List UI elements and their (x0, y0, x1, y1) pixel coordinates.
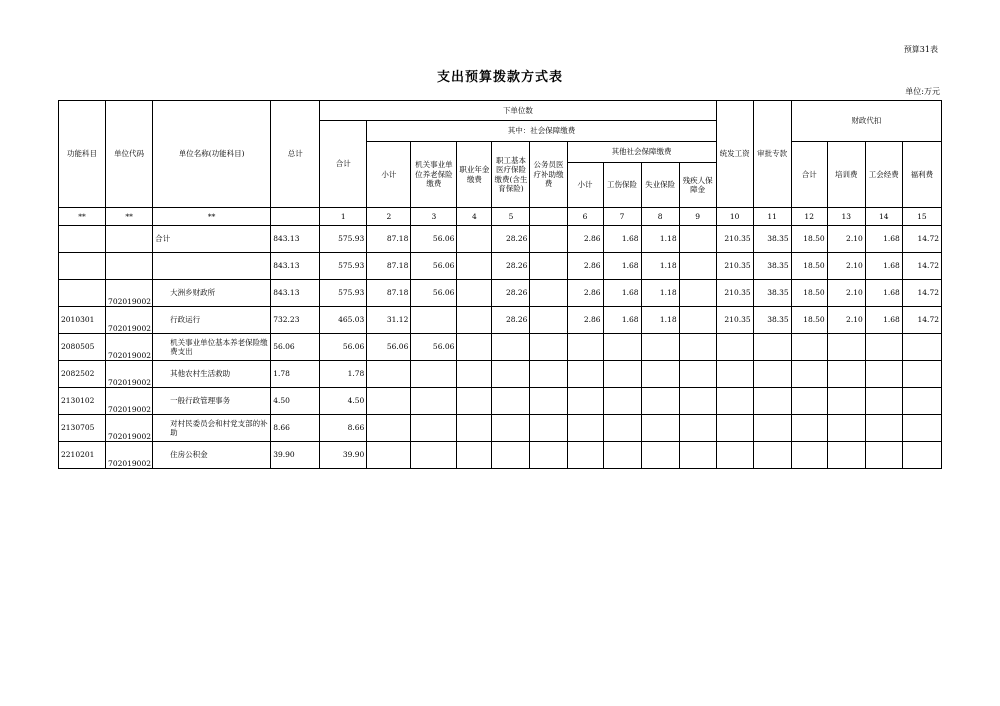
table-cell: 14.72 (902, 307, 941, 334)
table-cell: 56.06 (367, 334, 411, 361)
table-cell (603, 415, 641, 442)
table-cell: 56.06 (411, 334, 457, 361)
table-cell (367, 442, 411, 469)
table-cell: 2.10 (827, 226, 865, 253)
table-cell: 56.06 (411, 253, 457, 280)
table-cell: 2.10 (827, 307, 865, 334)
table-cell: 8.66 (320, 415, 367, 442)
table-cell: 机关事业单位基本养老保险缴费支出 (153, 334, 271, 361)
table-cell: 对村民委员会和村党支部的补助 (153, 415, 271, 442)
table-cell (679, 307, 716, 334)
table-cell (567, 334, 603, 361)
table-cell: 31.12 (367, 307, 411, 334)
table-cell: 87.18 (367, 253, 411, 280)
table-cell: 87.18 (367, 226, 411, 253)
table-cell (716, 442, 753, 469)
header-subtotal: 小计 (367, 142, 411, 208)
table-cell (567, 442, 603, 469)
column-index-cell: 5 (492, 208, 530, 226)
table-cell: 1.68 (603, 226, 641, 253)
table-header (59, 101, 942, 208)
table-cell (530, 307, 567, 334)
table-cell (865, 415, 902, 442)
table-cell: 1.18 (641, 280, 679, 307)
column-index-cell: 3 (411, 208, 457, 226)
table-cell (902, 361, 941, 388)
table-cell: 38.35 (753, 307, 791, 334)
table-cell: 210.35 (716, 307, 753, 334)
table-cell (679, 415, 716, 442)
table-cell: 1.68 (865, 307, 902, 334)
table-cell (530, 415, 567, 442)
table-cell (603, 334, 641, 361)
table-cell: 1.68 (865, 253, 902, 280)
table-cell: 2130102 (59, 388, 106, 415)
table-cell: 8.66 (271, 415, 320, 442)
column-index-cell (271, 208, 320, 226)
header-unemployment-insurance: 失业保险 (641, 163, 679, 208)
table-cell: 2.86 (567, 226, 603, 253)
header-subtotal-all: 合计 (320, 121, 367, 208)
column-index-cell: 10 (716, 208, 753, 226)
table-cell: 2082502 (59, 361, 106, 388)
header-approved-special: 审批专款 (753, 101, 791, 208)
table-cell (641, 415, 679, 442)
table-cell: 合计 (153, 226, 271, 253)
column-index-cell: 4 (457, 208, 492, 226)
table-cell: 702019002 (106, 415, 153, 442)
table-cell (492, 361, 530, 388)
header-fd-total: 合计 (791, 142, 827, 208)
header-unified-salary: 统发工资 (716, 101, 753, 208)
column-index-cell: 1 (320, 208, 367, 226)
column-index-cell: 12 (791, 208, 827, 226)
table-cell (865, 361, 902, 388)
table-cell: 843.13 (271, 253, 320, 280)
table-cell (716, 388, 753, 415)
header-total: 总计 (271, 101, 320, 208)
table-cell (492, 442, 530, 469)
table-cell (106, 253, 153, 280)
table-cell (827, 415, 865, 442)
table-cell: 28.26 (492, 307, 530, 334)
table-cell: 2.86 (567, 253, 603, 280)
table-cell (902, 388, 941, 415)
table-cell: 702019002 (106, 280, 153, 307)
table-cell: 18.50 (791, 253, 827, 280)
table-cell: 732.23 (271, 307, 320, 334)
table-cell: 2.86 (567, 307, 603, 334)
column-index-row (59, 208, 942, 226)
table-cell: 702019002 (106, 388, 153, 415)
table-cell (457, 253, 492, 280)
table-cell (567, 388, 603, 415)
table-row (59, 280, 942, 307)
table-cell (457, 415, 492, 442)
table-cell: 575.93 (320, 226, 367, 253)
table-cell (567, 361, 603, 388)
table-cell: 2.86 (567, 280, 603, 307)
table-cell (641, 334, 679, 361)
table-cell (457, 442, 492, 469)
table-cell (791, 361, 827, 388)
table-cell (530, 253, 567, 280)
table-cell (641, 442, 679, 469)
table-cell (411, 442, 457, 469)
table-cell (753, 415, 791, 442)
table-cell (902, 334, 941, 361)
table-cell (827, 361, 865, 388)
table-row (59, 226, 942, 253)
column-index-cell: 11 (753, 208, 791, 226)
column-index-cell: ** (59, 208, 106, 226)
table-cell: 1.68 (865, 226, 902, 253)
table-cell: 465.03 (320, 307, 367, 334)
column-index-cell: 8 (641, 208, 679, 226)
table-row (59, 361, 942, 388)
table-cell: 1.68 (603, 280, 641, 307)
table-cell (59, 226, 106, 253)
table-cell (791, 388, 827, 415)
table-cell: 210.35 (716, 280, 753, 307)
header-unit-name: 单位名称(功能科目) (153, 101, 271, 208)
column-index-cell: 6 (567, 208, 603, 226)
table-cell (753, 442, 791, 469)
table-cell (106, 226, 153, 253)
table-cell: 1.68 (603, 307, 641, 334)
table-cell: 56.06 (411, 280, 457, 307)
column-index-cell: 7 (603, 208, 641, 226)
unit-label: 单位:万元 (905, 87, 940, 96)
table-cell: 702019002 (106, 442, 153, 469)
table-cell (753, 388, 791, 415)
table-cell: 行政运行 (153, 307, 271, 334)
table-cell (716, 415, 753, 442)
table-cell (827, 334, 865, 361)
table-cell (679, 226, 716, 253)
table-cell (791, 334, 827, 361)
table-cell: 18.50 (791, 280, 827, 307)
header-other-social: 其他社会保障缴费 (567, 142, 716, 163)
header-injury-insurance: 工伤保险 (603, 163, 641, 208)
column-index-cell (530, 208, 567, 226)
table-cell (791, 415, 827, 442)
table-cell: 210.35 (716, 226, 753, 253)
table-cell: 702019002 (106, 334, 153, 361)
table-cell: 28.26 (492, 226, 530, 253)
header-of-which-social: 其中：社会保障缴费 (367, 121, 716, 142)
header-medical-insurance: 职工基本医疗保险缴费(含生育保险) (492, 142, 530, 208)
table-cell: 702019002 (106, 307, 153, 334)
table-cell: 87.18 (367, 280, 411, 307)
page-title: 支出预算拨款方式表 (436, 70, 563, 85)
table-cell: 28.26 (492, 253, 530, 280)
document-number: 预算31表 (903, 45, 938, 54)
table-cell: 702019002 (106, 361, 153, 388)
table-cell: 1.78 (320, 361, 367, 388)
table-cell (530, 280, 567, 307)
table-cell (716, 334, 753, 361)
table-cell: 56.06 (411, 226, 457, 253)
table-cell (367, 388, 411, 415)
table-cell (411, 388, 457, 415)
table-cell (457, 388, 492, 415)
table-cell (641, 388, 679, 415)
table-cell (603, 442, 641, 469)
table-cell: 1.68 (603, 253, 641, 280)
table-cell: 18.50 (791, 226, 827, 253)
table-row (59, 388, 942, 415)
table-cell (530, 361, 567, 388)
header-unit-code: 单位代码 (106, 101, 153, 208)
column-index-cell: ** (106, 208, 153, 226)
table-cell: 14.72 (902, 226, 941, 253)
header-agency-pension: 机关事业单位养老保险缴费 (411, 142, 457, 208)
table-cell (492, 415, 530, 442)
table-cell (567, 415, 603, 442)
table-cell (457, 361, 492, 388)
table-cell (753, 361, 791, 388)
table-cell (492, 388, 530, 415)
table-cell: 1.78 (271, 361, 320, 388)
table-body (59, 208, 942, 469)
table-cell: 4.50 (320, 388, 367, 415)
header-union-fee: 工会经费 (865, 142, 902, 208)
column-index-cell: ** (153, 208, 271, 226)
budget-table (58, 100, 942, 469)
table-cell: 14.72 (902, 280, 941, 307)
table-cell: 14.72 (902, 253, 941, 280)
table-cell: 1.68 (865, 280, 902, 307)
table-cell: 38.35 (753, 280, 791, 307)
table-cell: 210.35 (716, 253, 753, 280)
table-row (59, 307, 942, 334)
table-cell: 843.13 (271, 280, 320, 307)
table-cell (492, 334, 530, 361)
table-cell: 2010301 (59, 307, 106, 334)
table-cell (457, 280, 492, 307)
table-cell: 39.90 (320, 442, 367, 469)
table-cell: 38.35 (753, 226, 791, 253)
table-cell (603, 388, 641, 415)
table-cell (153, 253, 271, 280)
table-cell: 843.13 (271, 226, 320, 253)
table-row (59, 415, 942, 442)
table-cell (679, 334, 716, 361)
table-cell (411, 415, 457, 442)
table-row (59, 253, 942, 280)
table-cell (367, 415, 411, 442)
table-cell: 2080505 (59, 334, 106, 361)
table-cell (679, 253, 716, 280)
table-cell: 其他农村生活救助 (153, 361, 271, 388)
header-occupational-annuity: 职业年金缴费 (457, 142, 492, 208)
table-cell: 一般行政管理事务 (153, 388, 271, 415)
table-cell (679, 280, 716, 307)
table-cell: 39.90 (271, 442, 320, 469)
table-cell: 1.18 (641, 226, 679, 253)
table-row (59, 442, 942, 469)
table-cell (865, 334, 902, 361)
table-cell (641, 361, 679, 388)
column-index-cell: 9 (679, 208, 716, 226)
header-other-subtotal: 小计 (567, 163, 603, 208)
table-cell: 18.50 (791, 307, 827, 334)
table-cell (457, 226, 492, 253)
table-cell (902, 415, 941, 442)
table-cell (679, 442, 716, 469)
header-training: 培训费 (827, 142, 865, 208)
table-cell (530, 442, 567, 469)
table-cell (411, 361, 457, 388)
table-cell (679, 361, 716, 388)
table-cell (411, 307, 457, 334)
column-index-cell: 2 (367, 208, 411, 226)
column-index-cell: 14 (865, 208, 902, 226)
table-cell (827, 442, 865, 469)
table-cell (827, 388, 865, 415)
table-cell: 38.35 (753, 253, 791, 280)
table-cell: 2130705 (59, 415, 106, 442)
header-fiscal-deduction: 财政代扣 (791, 101, 941, 142)
table-cell: 1.18 (641, 307, 679, 334)
table-cell: 2.10 (827, 280, 865, 307)
table-cell: 2210201 (59, 442, 106, 469)
table-cell (865, 388, 902, 415)
header-lower-units: 下单位数 (320, 101, 716, 121)
table-cell (457, 334, 492, 361)
table-cell (530, 226, 567, 253)
table-cell (902, 442, 941, 469)
header-civil-servant-medical: 公务员医疗补助缴费 (530, 142, 567, 208)
table-cell: 575.93 (320, 280, 367, 307)
table-cell (457, 307, 492, 334)
header-func-subject: 功能科目 (59, 101, 106, 208)
table-cell (367, 361, 411, 388)
table-row (59, 334, 942, 361)
column-index-cell: 13 (827, 208, 865, 226)
table-cell (59, 280, 106, 307)
table-cell (716, 361, 753, 388)
table-cell: 1.18 (641, 253, 679, 280)
table-cell (530, 388, 567, 415)
header-disability-fund: 残疾人保障金 (679, 163, 716, 208)
table-cell: 28.26 (492, 280, 530, 307)
table-cell (603, 361, 641, 388)
table-cell: 56.06 (320, 334, 367, 361)
table-cell (865, 442, 902, 469)
table-cell: 575.93 (320, 253, 367, 280)
header-welfare: 福利费 (902, 142, 941, 208)
column-index-cell: 15 (902, 208, 941, 226)
table-cell (59, 253, 106, 280)
table-cell (791, 442, 827, 469)
table-cell: 大洲乡财政所 (153, 280, 271, 307)
table-cell: 住房公积金 (153, 442, 271, 469)
table-cell (753, 334, 791, 361)
table-cell: 56.06 (271, 334, 320, 361)
table-cell: 2.10 (827, 253, 865, 280)
table-cell: 4.50 (271, 388, 320, 415)
table-cell (530, 334, 567, 361)
table-cell (679, 388, 716, 415)
